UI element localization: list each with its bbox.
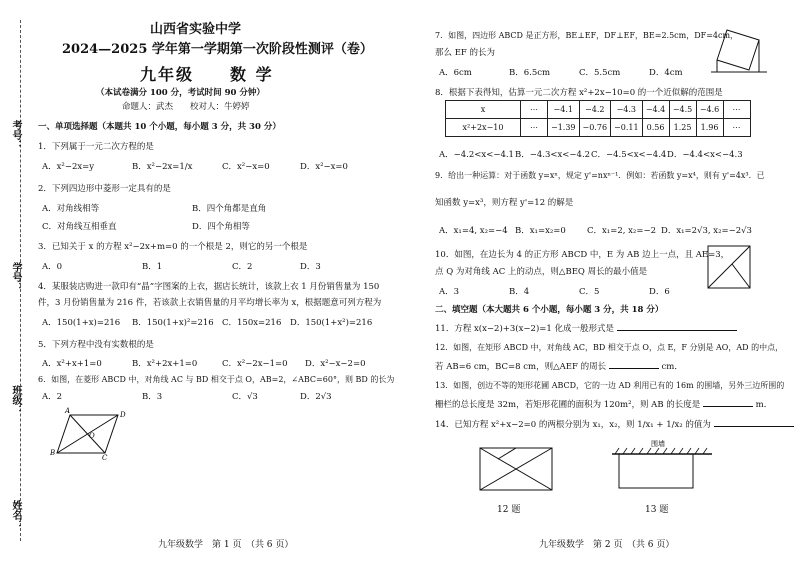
q2-option-a: A．对角线相等 — [42, 204, 100, 214]
table-cell: ⋯ — [521, 119, 548, 137]
q14-text: 14．已知方程 x²+x−2=0 的两根分别为 x₁，x₂，则 1/x₁ + 1/x₂ 的值为 — [435, 420, 711, 430]
q4-option-b: B．150(1+x)²=216 — [132, 318, 214, 328]
q6-option-a: A．2 — [42, 392, 63, 402]
q9-option-a: A．x₁=4, x₂=−4 — [439, 226, 508, 236]
q7-option-c: C．5.5cm — [579, 68, 621, 78]
question-5: 5．下列方程中没有实数根的是 — [38, 340, 154, 350]
q1-option-a: A．x²−2x=y — [42, 162, 95, 172]
q12-answer-blank[interactable] — [609, 360, 659, 369]
table-cell: ⋯ — [723, 101, 750, 119]
question-9-line-2: 知函数 y=x³，则方程 y'=12 的解是 — [435, 198, 574, 208]
garden-figure-q13 — [607, 440, 717, 500]
q11-answer-blank[interactable] — [617, 322, 737, 331]
label-a: A — [65, 407, 71, 415]
question-9-line-1: 9．给出一种运算：对于函数 y=xⁿ，规定 y'=nxⁿ⁻¹．例如：若函数 y=x⁴，则有 y'=4x³．已 — [435, 171, 765, 180]
rhombus-figure — [50, 405, 135, 460]
table-cell: x²+2x−10 — [446, 119, 521, 137]
table-cell: −4.2 — [579, 101, 611, 119]
q5-option-a: A．x²+x+1=0 — [42, 359, 102, 369]
q13-answer-blank[interactable] — [703, 398, 753, 407]
q6-option-c: C．√3 — [232, 392, 258, 402]
question-12-line-1: 12．如图，在矩形 ABCD 中，对角线 AC，BD 相交于点 O，点 E，F 分别是 AO，AD 的中点， — [435, 343, 784, 352]
question-4-line-2: 件，3 月份销售量为 216 件，若该款上衣销售量的月平均增长率为 x，根据题意可列方程为 — [38, 298, 382, 308]
label-d: D — [120, 411, 126, 419]
question-10-line-2: 点 Q 为对角线 AC 上的动点，则△BEQ 周长的最小值是 — [435, 267, 648, 277]
school-title: 山西省实验中学 — [150, 22, 242, 37]
q13-text: 栅栏的总长度是 32m，若矩形花圃的面积为 120m²，则 AB 的长度是 — [435, 400, 701, 410]
label-c: C — [102, 454, 108, 460]
q8-option-b: B．−4.3<x<−4.2 — [515, 150, 591, 160]
q2-option-c: C．对角线互相垂直 — [42, 222, 117, 232]
page-2-footer: 九年级数学 第 2 页 （共 6 页） — [539, 540, 675, 550]
question-1: 1．下列属于一元二次方程的是 — [38, 142, 154, 152]
q1-option-c: C．x²−x=0 — [222, 162, 270, 172]
q10-option-a: A．3 — [439, 287, 460, 297]
q14-answer-blank[interactable] — [714, 418, 794, 427]
q8-option-d: D．−4.4<x<−4.3 — [667, 150, 743, 160]
section-1-heading: 一、单项选择题（本题共 10 个小题，每小题 3 分，共 30 分） — [38, 122, 281, 132]
table-cell: −0.11 — [611, 119, 643, 137]
table-cell: ⋯ — [521, 101, 548, 119]
class-label: 班级： — [10, 385, 21, 415]
q3-option-a: A．0 — [42, 262, 63, 272]
label-o: O — [89, 432, 95, 440]
q3-option-d: D．3 — [300, 262, 321, 272]
q2-option-b: B．四个角都是直角 — [192, 204, 267, 214]
q11-text: 11．方程 x(x−2)+3(x−2)=1 化成一般形式是 — [435, 324, 614, 334]
table-cell: −4.3 — [611, 101, 643, 119]
table-cell: x — [446, 101, 521, 119]
q8-option-a: A．−4.2<x<−4.1 — [439, 150, 514, 160]
q7-option-b: B．6.5cm — [509, 68, 551, 78]
q1-option-b: B．x²−2x=1/x — [132, 162, 193, 172]
table-cell: 1.25 — [669, 119, 696, 137]
question-3: 3．已知关于 x 的方程 x²−2x+m=0 的一个根是 2，则它的另一个根是 — [38, 242, 308, 252]
table-cell: 0.56 — [642, 119, 669, 137]
exam-info: （本试卷满分 100 分，考试时间 90 分钟） — [96, 88, 265, 98]
question-10-line-1: 10．如图，在边长为 4 的正方形 ABCD 中，E 为 AB 边上一点，且 AE=3， — [435, 250, 730, 260]
table-cell: −1.39 — [548, 119, 580, 137]
student-number-label: 学号： — [10, 262, 21, 292]
page-1-footer: 九年级数学 第 1 页 （共 6 页） — [158, 540, 294, 550]
section-2-heading: 二、填空题（本大题共 6 个小题，每小题 3 分，共 18 分） — [435, 305, 664, 315]
exam-page-2 — [397, 0, 794, 561]
question-7-line-2: 那么 EF 的长为 — [435, 48, 496, 58]
q9-option-d: D．x₁=2√3, x₂=−2√3 — [661, 226, 752, 236]
q9-option-b: B．x₁=x₂=0 — [515, 226, 566, 236]
q10-option-b: B．4 — [509, 287, 530, 297]
table-cell: −4.1 — [548, 101, 580, 119]
question-12-line-2 — [435, 360, 683, 372]
table-cell: −0.76 — [579, 119, 611, 137]
square-figure-q7 — [709, 22, 771, 78]
q13-unit: m． — [755, 400, 773, 410]
question-6: 6．如图，在菱形 ABCD 中，对角线 AC 与 BD 相交于点 O，AB=2，∠ABC=60°，则 BD 的长为 — [38, 375, 395, 384]
table-row — [446, 101, 751, 119]
exam-makers: 命题人：武杰 校对人：牛婷婷 — [122, 102, 250, 112]
q3-option-c: C．2 — [232, 262, 253, 272]
q6-option-b: B．3 — [142, 392, 163, 402]
q5-option-c: C．x²−2x−1=0 — [222, 359, 288, 369]
question-7: 7．如图，四边形 ABCD 是正方形，BE⊥EF，DF⊥EF，BE=2.5cm，DF=4cm， — [435, 31, 739, 40]
q3-option-b: B．1 — [142, 262, 163, 272]
q8-option-c: C．−4.5<x<−4.4 — [591, 150, 667, 160]
table-cell: ⋯ — [723, 119, 750, 137]
table-row — [446, 119, 751, 137]
q10-option-c: C．5 — [579, 287, 600, 297]
q12-figure-caption: 12 题 — [497, 505, 521, 515]
square-figure-q10 — [702, 240, 757, 295]
question-8: 8．根据下表得知，估算一元二次方程 x²+2x−10=0 的一个近似解的范围是 — [435, 88, 723, 98]
q5-option-b: B．x²+2x+1=0 — [132, 359, 198, 369]
q13-figure-caption: 13 题 — [645, 505, 669, 515]
grade-subject: 九年级 数 学 — [140, 65, 274, 84]
estimation-table — [445, 100, 751, 137]
rectangle-figure-q12 — [472, 440, 562, 500]
q10-option-d: D．6 — [649, 287, 670, 297]
q12-text: 若 AB=6 cm，BC=8 cm，则△AEF 的周长 — [435, 362, 607, 372]
question-11 — [435, 322, 737, 334]
exam-title: 2024—2025 学年第一学期第一次阶段性测评（卷） — [62, 42, 373, 57]
q9-option-c: C．x₁=2, x₂=−2 — [587, 226, 656, 236]
question-2: 2．下列四边形中菱形一定具有的是 — [38, 184, 171, 194]
table-cell: −4.4 — [642, 101, 669, 119]
q5-option-d: D．x²−x−2=0 — [305, 359, 366, 369]
question-13-line-1: 13．如图，创边不等的矩形花圃 ABCD，它的一边 AD 利用已有的 16m 的围墙，另外三边所围的 — [435, 381, 785, 390]
table-cell: 1.96 — [696, 119, 723, 137]
table-cell: −4.5 — [669, 101, 696, 119]
name-label: 姓名： — [10, 500, 21, 530]
label-b: B — [50, 449, 56, 457]
wall-label: 围墙 — [651, 440, 665, 448]
exam-number-label: 考号： — [10, 120, 21, 150]
table-cell: −4.6 — [696, 101, 723, 119]
question-4-line-1: 4．某服装店购进一款印有“晶”字图案的上衣，据店长统计，该款上衣 1 月份销售量为 150 — [38, 282, 380, 292]
question-14 — [435, 418, 794, 430]
question-13-line-2 — [435, 398, 772, 410]
q4-option-a: A．150(1+x)=216 — [42, 318, 121, 328]
q7-option-a: A．6cm — [439, 68, 472, 78]
q4-option-c: C．150x=216 — [222, 318, 282, 328]
q7-option-d: D．4cm — [649, 68, 683, 78]
q4-option-d: D．150(1+x²)=216 — [290, 318, 373, 328]
q2-option-d: D．四个角相等 — [192, 222, 250, 232]
q12-unit: cm． — [661, 362, 683, 372]
q6-option-d: D．2√3 — [300, 392, 332, 402]
q1-option-d: D．x²−x=0 — [300, 162, 348, 172]
